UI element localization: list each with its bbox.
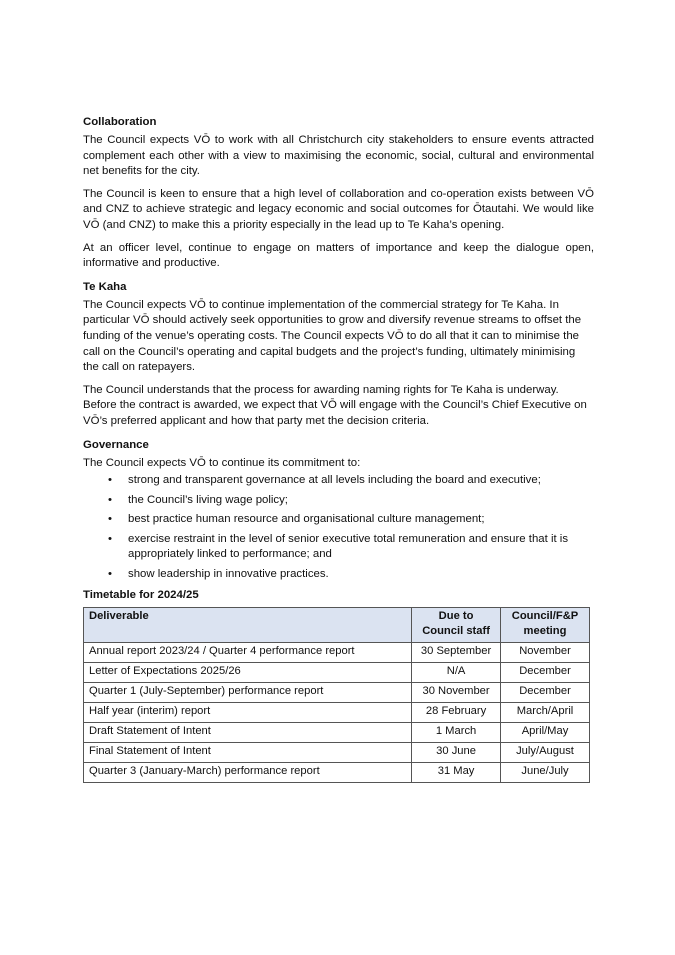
deliverable-cell: Final Statement of Intent <box>84 742 412 762</box>
meeting-cell: July/August <box>501 742 590 762</box>
table-row <box>84 762 590 782</box>
meeting-cell: November <box>501 642 590 662</box>
collaboration-paragraph: The Council is keen to ensure that a high level of collaboration and co-operation exists between VŌ and CNZ to achieve strategic and legacy economic and social outcomes for Ōtautahi. We would like VŌ (and CNZ) to make this a priority especially in the lead up to Te Kaha’s opening. <box>83 187 594 231</box>
bullet-icon: • <box>108 493 112 506</box>
column-header-due: Due to Council staff <box>412 607 501 642</box>
deliverable-cell: Draft Statement of Intent <box>84 722 412 742</box>
meeting-cell: December <box>501 682 590 702</box>
bullet-icon: • <box>108 513 112 526</box>
deliverable-cell: Annual report 2023/24 / Quarter 4 performance report <box>84 642 412 662</box>
timetable-heading: Timetable for 2024/25 <box>83 588 199 601</box>
meeting-cell: June/July <box>501 762 590 782</box>
due-cell: 30 June <box>412 742 501 762</box>
tekaha-paragraph: The Council understands that the process for awarding naming rights for Te Kaha is underway. Before the contract is awarded, we expect that VŌ will engage with the Council’s Chief Executive on VŌ’s preferred applicant and how that party met the decision criteria. <box>83 383 587 427</box>
table-row <box>84 742 590 762</box>
timetable-section <box>83 587 594 783</box>
governance-intro: The Council expects VŌ to continue its commitment to: <box>83 456 361 469</box>
bullet-icon: • <box>108 568 112 581</box>
due-cell: 30 November <box>412 682 501 702</box>
governance-heading: Governance <box>83 438 149 451</box>
timetable-table <box>83 607 590 783</box>
due-cell: N/A <box>412 662 501 682</box>
tekaha-section <box>83 279 594 430</box>
meeting-cell: April/May <box>501 722 590 742</box>
table-row <box>84 642 590 662</box>
governance-list <box>83 473 594 583</box>
list-item: • the Council’s living wage policy; <box>83 493 594 509</box>
deliverable-cell: Quarter 1 (July-September) performance report <box>84 682 412 702</box>
list-item: • show leadership in innovative practices. <box>83 567 594 583</box>
bullet-icon: • <box>108 532 112 545</box>
table-row <box>84 662 590 682</box>
table-row <box>84 702 590 722</box>
collaboration-paragraph: At an officer level, continue to engage on matters of importance and keep the dialogue open, informative and productive. <box>83 241 594 270</box>
due-cell: 28 February <box>412 702 501 722</box>
table-row <box>84 682 590 702</box>
governance-section <box>83 437 594 583</box>
tekaha-heading: Te Kaha <box>83 280 127 293</box>
table-header-row <box>84 607 590 642</box>
due-cell: 31 May <box>412 762 501 782</box>
meeting-cell: March/April <box>501 702 590 722</box>
list-item: • exercise restraint in the level of senior executive total remuneration and ensure that it is appropriately linked to performance; and <box>108 532 569 561</box>
deliverable-cell: Half year (interim) report <box>84 702 412 722</box>
due-cell: 1 March <box>412 722 501 742</box>
bullet-icon: • <box>108 474 112 487</box>
column-header-meeting: Council/F&P meeting <box>501 607 590 642</box>
collaboration-heading: Collaboration <box>83 116 157 128</box>
due-cell: 30 September <box>412 642 501 662</box>
tekaha-paragraph: The Council expects VŌ to continue implementation of the commercial strategy for Te Kaha. In particular VŌ should actively seek opportunities to grow and diversify revenue streams to offset the funding of the venue’s operating costs. The Council expects VŌ to do all that it can to minimise the call on the Council’s operating and capital budgets and the project’s funding, ultimately minimising the call on ratepayers. <box>83 298 582 374</box>
document-page <box>83 112 594 783</box>
table-row <box>84 722 590 742</box>
collaboration-paragraph: The Council expects VŌ to work with all Christchurch city stakeholders to ensure events attracted complement each other with a view to maximising the economic, social, cultural and environmental net benefits for the city. <box>83 134 594 178</box>
meeting-cell: December <box>501 662 590 682</box>
deliverable-cell: Letter of Expectations 2025/26 <box>84 662 412 682</box>
list-item: • strong and transparent governance at all levels including the board and executive; <box>83 473 594 489</box>
collaboration-section <box>83 114 594 272</box>
list-item: • best practice human resource and organisational culture management; <box>83 512 594 528</box>
deliverable-cell: Quarter 3 (January-March) performance report <box>84 762 412 782</box>
column-header-deliverable: Deliverable <box>84 607 412 642</box>
